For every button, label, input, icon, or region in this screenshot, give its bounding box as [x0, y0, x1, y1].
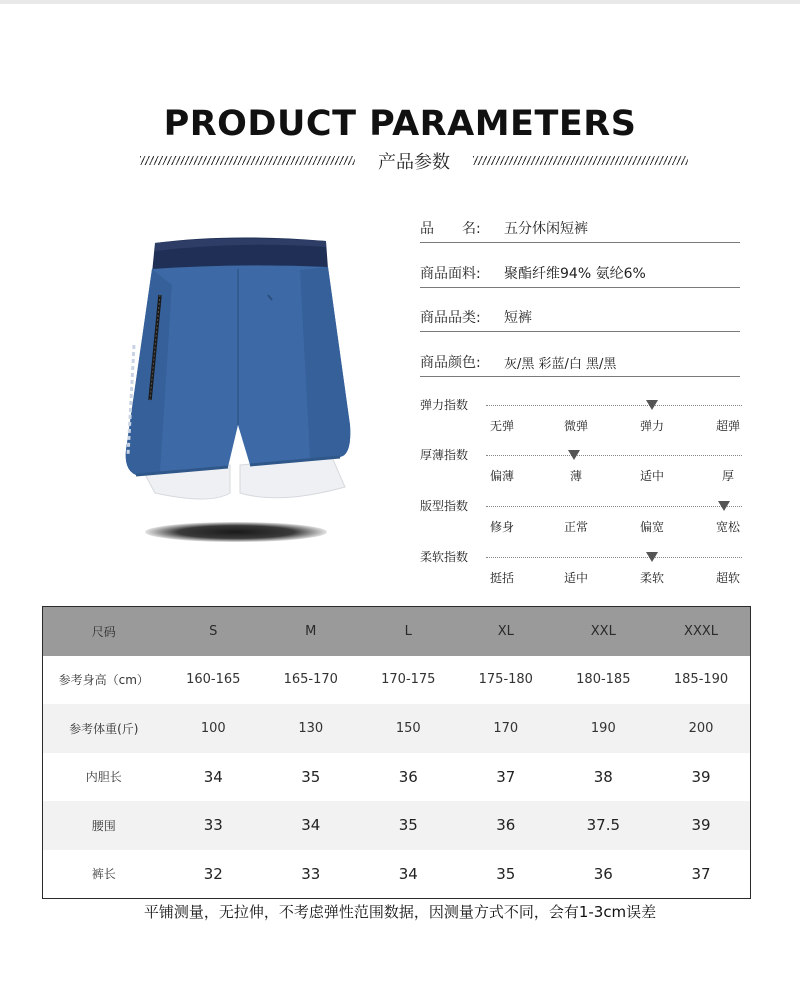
table-cell: 36	[457, 801, 555, 850]
thickness-index	[420, 446, 742, 490]
index-label: 厚薄指数	[420, 448, 469, 462]
subtitle-row	[140, 148, 688, 174]
table-cell: 34	[203, 767, 223, 786]
size-header-cell: XXXL	[652, 607, 750, 656]
size-header-cell: S	[165, 607, 263, 656]
table-cell: 185-190	[673, 672, 729, 688]
table-cell: 37.5	[555, 801, 653, 850]
index-option: 挺括	[489, 571, 514, 585]
spec-value: 灰/黑 彩蓝/白 黑/黑	[504, 357, 617, 372]
table-cell: 165-170	[283, 672, 338, 688]
table-cell: 37	[691, 864, 711, 883]
table-cell: 35	[301, 767, 321, 786]
table-row	[43, 850, 751, 899]
index-option: 微弹	[563, 419, 588, 433]
spec-category-row	[420, 304, 740, 332]
table-cell: 35	[360, 801, 458, 850]
table-row	[43, 753, 751, 802]
spec-fabric-row	[420, 260, 740, 288]
table-cell: 37	[496, 767, 516, 786]
size-header-cell: XXL	[555, 607, 653, 656]
index-label: 弹力指数	[420, 398, 469, 412]
row-label: 内胆长	[85, 770, 122, 785]
index-marker-icon	[646, 552, 658, 562]
elasticity-index	[420, 396, 742, 440]
spec-value: 五分休闲短裤	[504, 221, 588, 237]
table-cell: 34	[398, 864, 418, 883]
spec-label: 商品颜色:	[420, 355, 481, 371]
page-subtitle: 产品参数	[378, 152, 450, 173]
product-image	[100, 225, 360, 555]
index-scale-line	[486, 506, 742, 507]
table-cell: 175-180	[478, 672, 533, 688]
spec-label: 商品品类:	[420, 310, 481, 326]
table-cell: 100	[165, 704, 263, 753]
index-option: 厚	[721, 469, 734, 483]
product-shadow	[145, 522, 327, 542]
table-cell: 32	[203, 864, 223, 883]
spec-name-row	[420, 215, 740, 243]
index-option: 偏薄	[489, 469, 514, 483]
fit-index	[420, 497, 742, 541]
index-marker-icon	[568, 450, 580, 460]
softness-index	[420, 548, 742, 592]
table-row	[43, 704, 751, 753]
index-marker-icon	[718, 501, 730, 511]
index-scale-line	[486, 405, 742, 406]
index-option: 适中	[563, 571, 588, 585]
index-label: 版型指数	[420, 499, 469, 513]
size-header-cell: L	[360, 607, 458, 656]
index-option: 无弹	[489, 419, 514, 433]
size-table	[42, 606, 751, 899]
table-cell: 33	[165, 801, 263, 850]
spec-label: 商品面料:	[420, 266, 481, 282]
spec-label: 品 名:	[420, 221, 481, 237]
size-header-cell: XL	[457, 607, 555, 656]
index-option: 宽松	[715, 520, 740, 534]
spec-value: 聚酯纤维94% 氨纶6%	[504, 266, 646, 282]
table-header-cell: 尺码	[43, 607, 165, 656]
measurement-footnote: 平铺测量，无拉伸，不考虑弹性范围数据，因测量方式不同，会有1-3cm误差	[143, 903, 657, 921]
row-label: 参考体重(斤)	[43, 704, 165, 753]
row-label: 腰围	[43, 801, 165, 850]
page-title: PRODUCT PARAMETERS	[163, 104, 637, 144]
spec-color-row	[420, 349, 740, 377]
table-cell: 130	[262, 704, 360, 753]
index-option: 弹力	[639, 419, 664, 433]
table-row	[43, 801, 751, 850]
table-cell: 34	[262, 801, 360, 850]
table-cell: 160-165	[186, 672, 241, 688]
index-option: 超软	[715, 571, 740, 585]
table-cell: 36	[398, 767, 418, 786]
index-option: 薄	[569, 469, 582, 483]
table-cell: 180-185	[576, 672, 631, 688]
row-label: 参考身高（cm）	[58, 673, 149, 688]
table-cell: 39	[652, 801, 750, 850]
index-marker-icon	[646, 400, 658, 410]
index-label: 柔软指数	[420, 550, 469, 564]
index-option: 超弹	[715, 419, 740, 433]
index-option: 修身	[489, 520, 514, 534]
table-cell: 38	[593, 767, 613, 786]
table-cell: 36	[593, 864, 613, 883]
table-cell: 170-175	[381, 672, 436, 688]
table-cell: 170	[457, 704, 555, 753]
table-cell: 190	[555, 704, 653, 753]
index-option: 偏宽	[639, 520, 664, 534]
size-header-cell: M	[262, 607, 360, 656]
index-scale-line	[486, 557, 742, 558]
top-divider	[0, 0, 800, 4]
index-option: 适中	[639, 469, 664, 483]
table-header-row	[43, 607, 751, 656]
table-row	[43, 656, 751, 705]
index-option: 柔软	[639, 571, 664, 585]
decorative-hatch-right	[473, 156, 688, 165]
index-scale-line	[486, 455, 742, 456]
table-cell: 35	[496, 864, 516, 883]
table-cell: 150	[360, 704, 458, 753]
spec-value: 短裤	[504, 310, 532, 326]
table-cell: 200	[652, 704, 750, 753]
row-label: 裤长	[91, 867, 116, 881]
table-cell: 39	[691, 767, 711, 786]
table-cell: 33	[301, 864, 321, 883]
index-option: 正常	[563, 520, 588, 534]
